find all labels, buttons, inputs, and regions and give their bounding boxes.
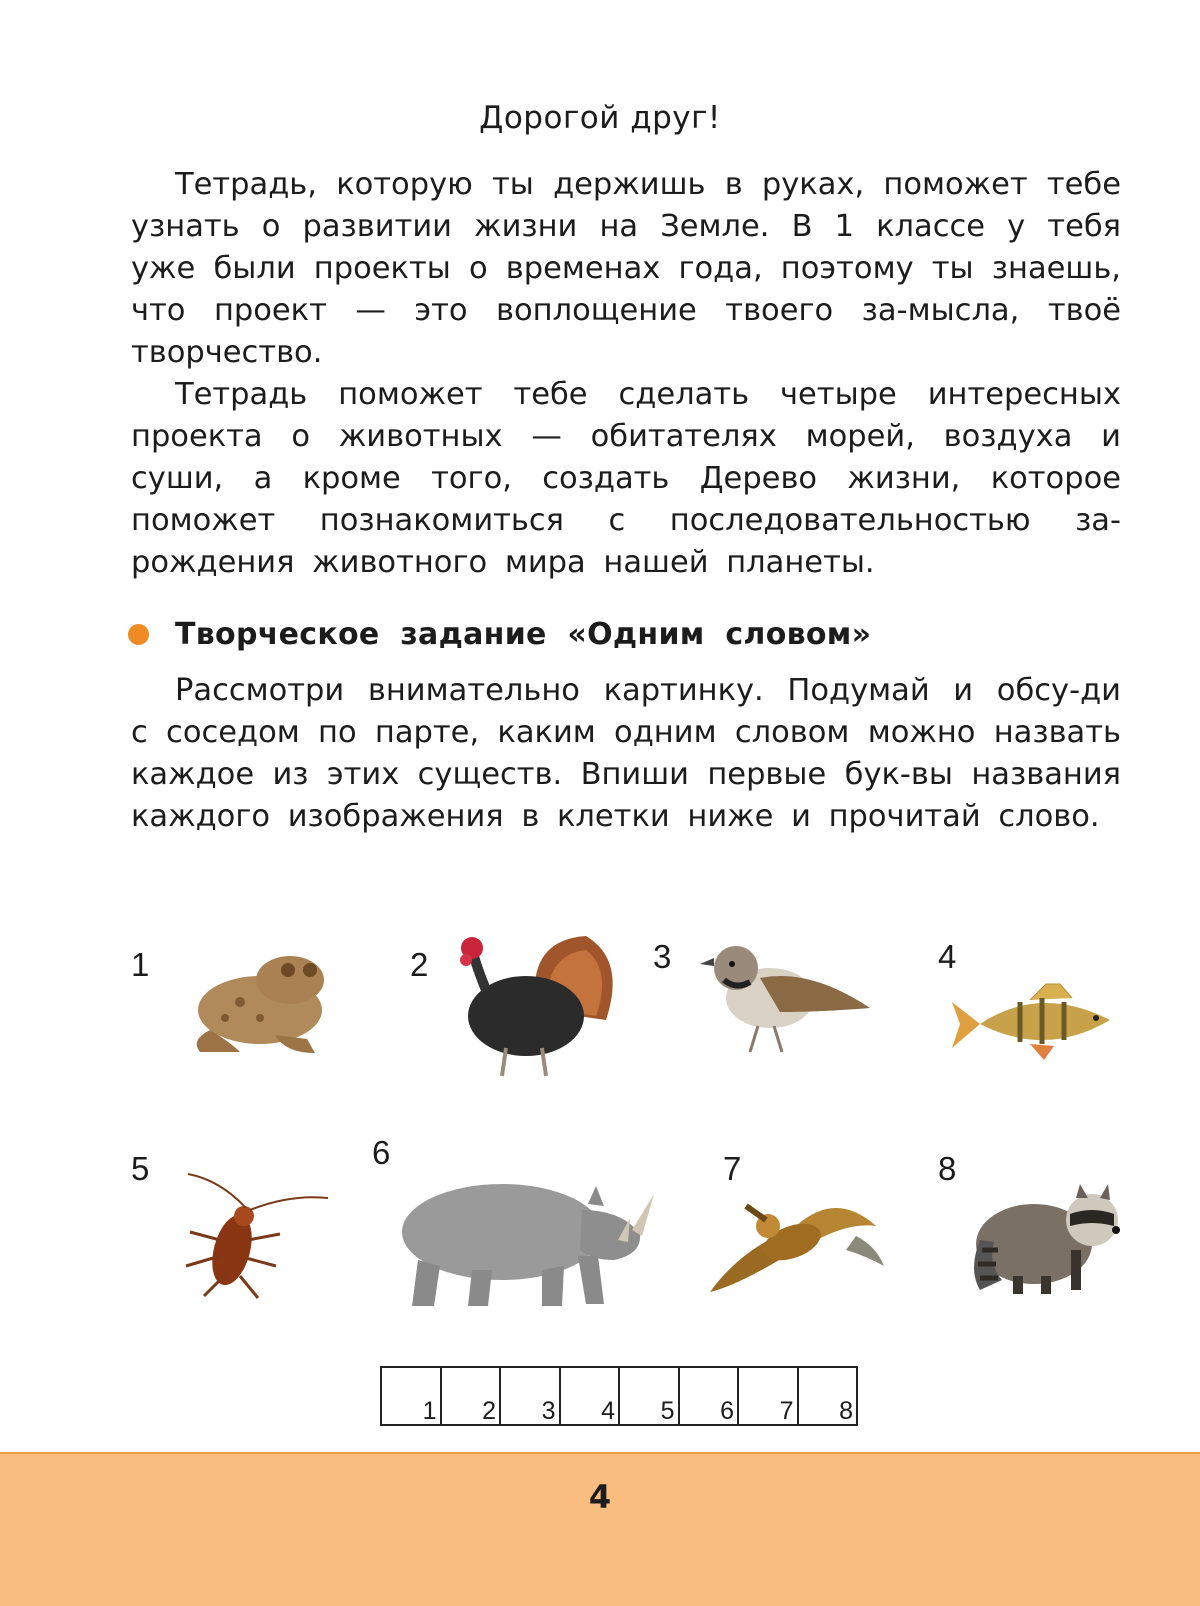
page-footer bbox=[0, 1452, 1200, 1606]
cell-number: 3 bbox=[541, 1397, 556, 1425]
picture-number-3: 3 bbox=[653, 938, 672, 975]
answer-cell[interactable] bbox=[620, 1368, 680, 1424]
intro-paragraph-2: Тетрадь поможет тебе сделать четыре интересных проекта о животных — обитателях морей, воздуха и суши, а кроме того, создать Дерево жизни, которое поможет познакомиться с последовательностью за-рождения животного мира нашей планеты. bbox=[131, 377, 1121, 580]
task-title: Творческое задание «Одним словом» bbox=[175, 617, 872, 652]
sparrow-icon bbox=[700, 938, 876, 1060]
raccoon-icon bbox=[968, 1180, 1124, 1294]
page-number: 4 bbox=[588, 1478, 612, 1516]
cell-number: 7 bbox=[779, 1397, 794, 1425]
answer-cell[interactable] bbox=[382, 1368, 442, 1424]
bullet-icon bbox=[128, 624, 149, 645]
intro-paragraph-1: Тетрадь, которую ты держишь в руках, поможет тебе узнать о развитии жизни на Земле. В 1 классе у тебя уже были проекты о временах года, поэтому ты знаешь, что проект — это воплощение твоего за-мысла, твоё творчество. bbox=[131, 167, 1121, 370]
cell-number: 1 bbox=[422, 1397, 437, 1425]
task-heading bbox=[128, 617, 871, 652]
perch-fish-icon bbox=[950, 980, 1122, 1064]
cell-number: 5 bbox=[660, 1397, 675, 1425]
picture-number-2: 2 bbox=[410, 946, 429, 983]
task-text: Рассмотри внимательно картинку. Подумай и обсу-ди с соседом по парте, каким одним словом можно назвать каждое из этих существ. Впиши первые бук-вы названия каждого изображения в клетки ниже и прочитай слово. bbox=[131, 673, 1121, 834]
answer-cell[interactable] bbox=[501, 1368, 561, 1424]
greeting-heading: Дорогой друг! bbox=[479, 100, 721, 136]
answer-cell[interactable] bbox=[799, 1368, 857, 1424]
picture-number-4: 4 bbox=[938, 938, 957, 975]
cell-number: 2 bbox=[482, 1397, 496, 1425]
picture-number-8: 8 bbox=[938, 1150, 957, 1187]
picture-number-7: 7 bbox=[723, 1150, 742, 1187]
answer-grid bbox=[380, 1366, 858, 1426]
rhinoceros-icon bbox=[392, 1170, 658, 1310]
hawk-icon bbox=[706, 1186, 886, 1296]
turkey-icon bbox=[446, 930, 622, 1078]
picture-number-1: 1 bbox=[131, 946, 150, 983]
answer-cell[interactable] bbox=[561, 1368, 621, 1424]
cell-number: 6 bbox=[720, 1397, 734, 1425]
answer-cell[interactable] bbox=[680, 1368, 740, 1424]
picture-number-5: 5 bbox=[131, 1150, 150, 1187]
cell-number: 8 bbox=[839, 1397, 853, 1425]
answer-cell[interactable] bbox=[739, 1368, 799, 1424]
cockroach-icon bbox=[180, 1170, 330, 1304]
cell-number: 4 bbox=[601, 1397, 615, 1425]
answer-cell[interactable] bbox=[442, 1368, 502, 1424]
picture-number-6: 6 bbox=[372, 1134, 391, 1171]
toad-icon bbox=[180, 940, 340, 1060]
